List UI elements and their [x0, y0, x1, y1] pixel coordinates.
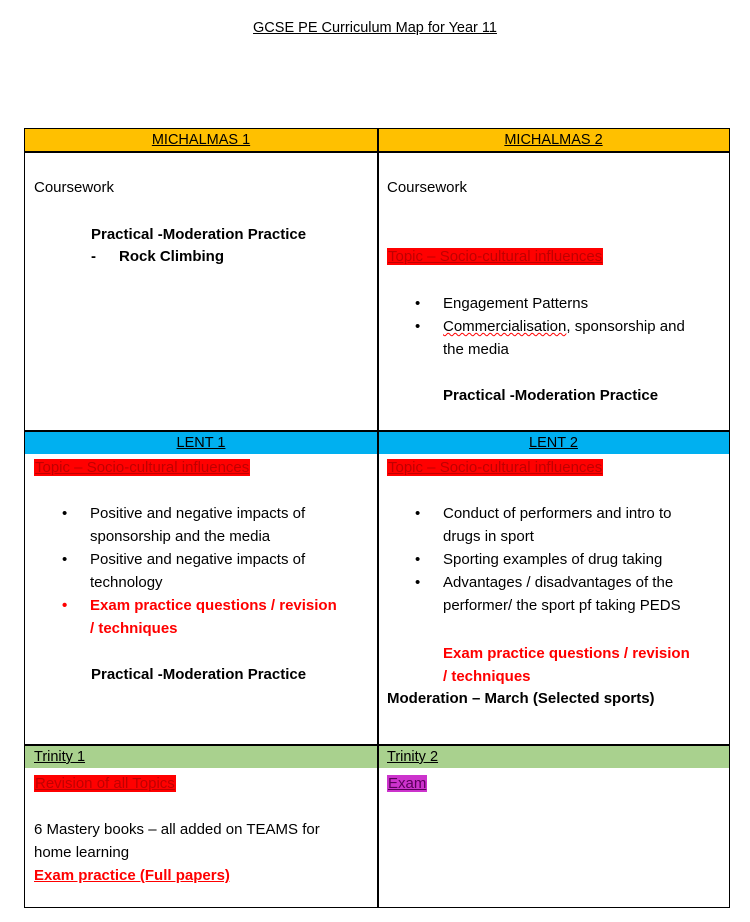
list-item: • Sporting examples of drug taking: [415, 551, 663, 568]
cell-trinity-2: [378, 768, 729, 908]
exam-practice-line-1: Exam practice questions / revision: [443, 645, 690, 662]
list-item: • Positive and negative impacts of: [62, 505, 306, 522]
cell-michalmas-1: [25, 151, 377, 430]
cell-lent-2: [378, 454, 729, 744]
list-item-continued: / techniques: [90, 620, 178, 637]
list-item: • Commercialisation, sponsorship and: [415, 318, 685, 335]
rock-climbing-item: Rock Climbing: [119, 248, 225, 265]
coursework-label: Coursework: [34, 179, 115, 196]
topic-label: Topic – Socio-cultural influences: [388, 459, 603, 476]
practical-label: Practical -Moderation Practice: [91, 226, 307, 243]
list-item: • Positive and negative impacts of: [62, 551, 306, 568]
topic-label: Revision of all Topics: [35, 775, 175, 792]
list-item: • Exam practice questions / revision: [62, 597, 337, 614]
practical-label: Practical -Moderation Practice: [443, 387, 659, 404]
coursework-label: Coursework: [387, 179, 468, 196]
header-michalmas-1: MICHALMAS 1: [25, 129, 377, 151]
list-item: • Conduct of performers and intro to: [415, 505, 672, 522]
exam-label: Exam: [388, 775, 427, 792]
list-item: • Advantages / disadvantages of the: [415, 574, 674, 591]
cell-michalmas-2: [378, 151, 729, 430]
list-item: • Engagement Patterns: [415, 295, 589, 312]
topic-label: Topic – Socio-cultural influences: [388, 248, 603, 265]
header-lent-2: LENT 2: [378, 432, 729, 454]
practical-label: Practical -Moderation Practice: [91, 666, 307, 683]
mastery-line-1: 6 Mastery books – all added on TEAMS for: [34, 821, 320, 838]
list-item-continued: performer/ the sport pf taking PEDS: [443, 597, 681, 614]
list-item-continued: drugs in sport: [443, 528, 534, 545]
curriculum-table: [24, 128, 730, 908]
list-item-continued: the media: [443, 341, 509, 358]
cell-lent-1: [25, 454, 377, 744]
topic-label: Topic – Socio-cultural influences: [35, 459, 250, 476]
header-trinity-1: Trinity 1: [25, 746, 377, 768]
mastery-line-2: home learning: [34, 844, 130, 861]
header-trinity-2: Trinity 2: [378, 746, 729, 768]
exam-practice-label: Exam practice (Full papers): [34, 867, 230, 884]
cell-trinity-1: [25, 768, 377, 908]
exam-practice-line-2: / techniques: [443, 668, 531, 685]
dash-marker: -: [91, 248, 96, 265]
moderation-label: Moderation – March (Selected sports): [387, 690, 655, 707]
list-item-continued: technology: [90, 574, 163, 591]
header-michalmas-2: MICHALMAS 2: [378, 129, 729, 151]
header-lent-1: LENT 1: [25, 432, 377, 454]
list-item-continued: sponsorship and the media: [90, 528, 271, 545]
page-title: GCSE PE Curriculum Map for Year 11: [253, 20, 497, 36]
